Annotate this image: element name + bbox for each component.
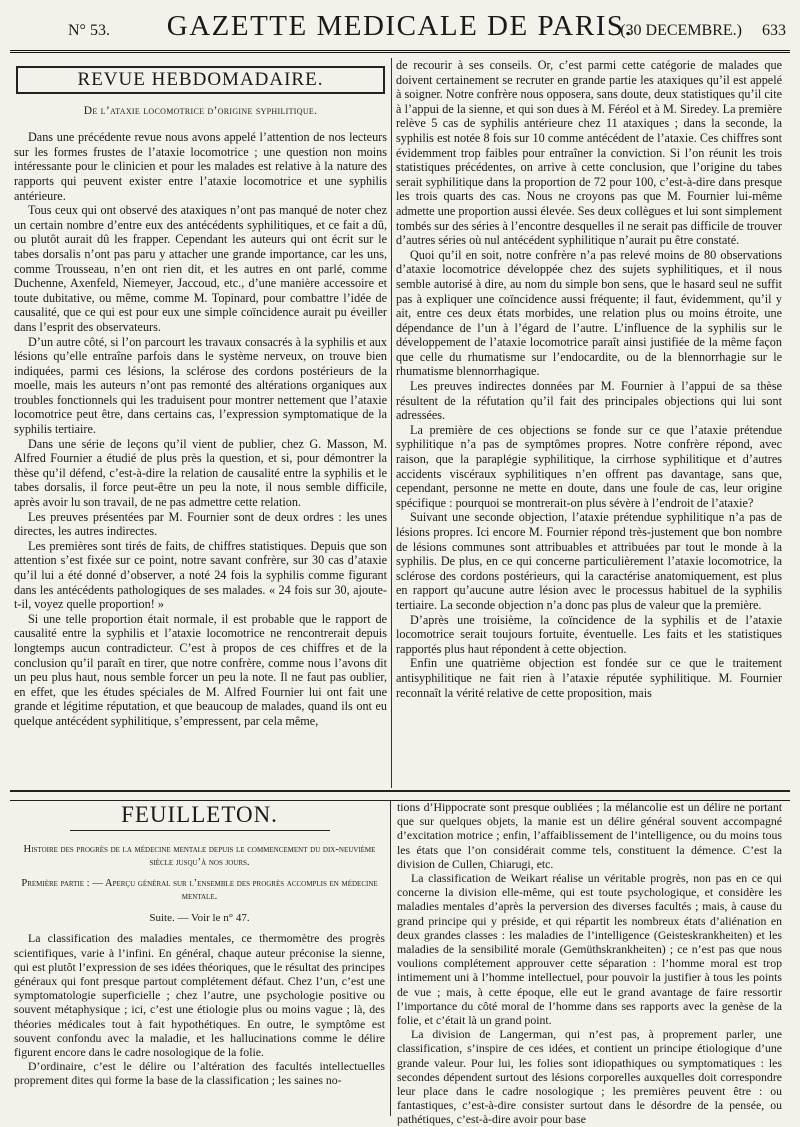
paragraph: D’un autre côté, si l’on parcourt les travaux consacrés à la syphilis et aux lésions qu’elle entraîne parfois dans le système nerveux, on trouve bien indiquées, parmi ces lésions, la sclérose des cordons postérieurs de la moelle, mais les auteurs n’ont pas remonté des altérations organiques aux troubles fonctionnels qui les traduisent pour montrer nettement que l’ataxie locomotrice peut être, dans certains cas, l’expression symptomatique de la syphilis tertiaire. xyxy=(14,334,387,437)
feuilleton-part: Première partie : — Aperçu général sur l’ensemble des progrès accomplis en médecine mentale. xyxy=(21,878,378,903)
feuilleton-right-column xyxy=(397,800,782,1127)
paragraph: Si une telle proportion était normale, il est probable que le rapport de causalité entre la syphilis et l’ataxie locomotrice ne rencontrerait depuis longtemps aucun contradicteur. C’est à propos de ces chiffres et de la conclusion qu’il paraît en tirer, que notre confrère, comme nous l’avons dit un peu plus haut, nous semble forcer un peu la note. Il ne faut pas oublier, en effet, que les études spéciales de M. Alfred Fournier lui ont fait une grande et légitime réputation, et que beaucoup de malades, quand ils ont eu quelque antécédent syphilitique, s’empressent, par cela même, xyxy=(14,611,387,728)
newspaper-title: GAZETTE MEDICALE DE PARIS. xyxy=(166,10,634,42)
masthead xyxy=(10,4,790,53)
paragraph: La classification des maladies mentales, ce thermomètre des progrès scientifiques, varie à l’infini. En général, chaque auteur préconise la sienne, qui est plutôt l’expression de ses idées théoriques, que le résultat des principes généraux qui font presque partout complétement défaut. Chez l’un, c’est une symptomatologie superficielle ; chez l’autre, une psychologie positive ou souvent métaphysique ; ici, c’est une étiologie plus ou moins vague ; là, des théories médicales tout à fait hypothétiques. En outre, le symptôme est souvent confondu avec la maladie, et les hallucinations comme le délire figurent encore dans le cadre nosologique de la folie. xyxy=(14,931,385,1060)
paragraph: tions d’Hippocrate sont presque oubliées ; la mélancolie est un délire ne portant que sur quelques objets, la manie est un délire général souvent accompagné d’excitation motrice ; enfin, l’affaiblissement de l’intelligence, ou du moins tous les états que l’on considérait comme tels, constituent la démence. C’est la division de Cullen, Chiarugi, etc. xyxy=(397,800,782,871)
paragraph: La première de ces objections se fonde sur ce que l’ataxie prétendue syphilitique n’a pas de symptômes propres. Notre confrère répond, avec raison, que la paraplégie syphilitique, la cirrhose syphilitique et d’autres accidents viscéraux syphilitiques n’en offrent pas davantage, sans que, cependant, personne ne mette en doute, dans une foule de cas, leur origine spécifique : pourquoi se montrerait-on plus sévère à l’endroit de l’ataxie? xyxy=(396,422,782,510)
feuilleton-suite: Suite. — Voir le n° 47. xyxy=(149,912,250,925)
revue-subtitle: De l’ataxie locomotrice d’origine syphilitique. xyxy=(83,104,318,117)
paragraph: Quoi qu’il en soit, notre confrère n’a pas relevé moins de 80 observations d’ataxie locomotrice développée chez des sujets syphilitiques, et il nous semble autorisé à dire, au nom du simple bon sens, que le hasard seul ne suffit pas à expliquer une coïncidence aussi fréquente; il faut, évidemment, qu’il y ait, entre ces deux états morbides, une relation plus ou moins étroite, une dépendance de l’un à l’égard de l’autre. L’influence de la syphilis sur le développement de l’ataxie locomotrice paraît ainsi justifiée de la même façon que celle du rhumatisme sur l’endocardite, ou de la blennorrhagie sur le rhumatisme blennorrhagique. xyxy=(396,247,782,379)
feuilleton-title: FEUILLETON. xyxy=(121,802,278,827)
paragraph: Les preuves présentées par M. Fournier sont de deux ordres : les unes directes, les autres indirectes. xyxy=(14,509,387,539)
page-number: 633 xyxy=(762,22,786,39)
column-divider-bottom xyxy=(390,800,391,1116)
paragraph: Les preuves indirectes données par M. Fournier à l’appui de sa thèse résultent de la réfutation qu’il fait des principales objections qui lui sont adressées. xyxy=(396,379,782,423)
column-divider-top xyxy=(391,58,392,788)
revue-heading: REVUE HEBDOMADAIRE. xyxy=(16,66,385,94)
feuilleton-subtitle: Histoire des progrès de la médecine mentale depuis le commencement du dix-neuvième siècle jusqu’à nos jours. xyxy=(23,844,376,869)
paragraph: Les premières sont tirés de faits, de chiffres statistiques. Depuis que son attention s’est fixée sur ce point, notre savant confrère, sur 30 cas d’ataxie qu’il lui a été donné d’observer, a noté 24 fois la syphilis comme figurant dans les antécédents pathologiques de ses malades. « 24 fois sur 30, ajoute-t-il, voyez quelle proportion! » xyxy=(14,538,387,612)
paragraph: La classification de Weikart réalise un véritable progrès, non pas en ce qui concerne la division elle-même, qui est toute psychologique, et considère les maladies mentales d’après la perversion des diverses facultés ; mais, à cause du grand principe qui y préside, et qui répartit les nombreux états d’aliénation en deux grandes classes : les maladies de l’intelligence (Geisteskrankheiten) et les maladies de la sensibilité morale (Gemüthskrankheiten) ; ce n’est pas que nous voulions complétement approuver cette séparation : l’homme moral est trop intimement uni à l’homme intellectuel, pour pouvoir la justifier à tous les points de vue ; mais, à cette époque, elle eut le grand avantage de faire ressortir l’importance du côté moral de l’homme dans ses rapports avec la genèse de la folie, et c’était là un grand point. xyxy=(397,871,782,1028)
paragraph: Enfin une quatrième objection est fondée sur ce que le traitement antisyphilitique ne fait rien à l’ataxie réputée syphilitique. M. Fournier reconnaît la vérité relative de cette proposition, mais xyxy=(396,656,782,700)
paragraph: La division de Langerman, qui n’est pas, à proprement parler, une classification, s’inspire de ces idées, et contient un principe étiologique d’une grande valeur. Pour lui, les folies sont idiopathiques ou symptomatiques : les secondes dépendent surtout des lésions corporelles auxquelles doit correspondre leur place dans le cadre nosologique ; les premières peuvent être : ou fantastiques, c’est-à-dire consister surtout dans le désordre de la pensée, ou pathétiques, c’est-à-dire avoir pour base xyxy=(397,1027,782,1127)
issue-number: N° 53. xyxy=(68,22,110,39)
paragraph: Tous ceux qui ont observé des ataxiques n’ont pas manqué de noter chez un certain nombre d’entre eux des antécédents syphilitiques, et ce fait a dû, ou plutôt aurait dû les frapper. Cependant les auteurs qui ont écrit sur le tabes dorsalis n’ont pas paru y attacher une grande importance, car les uns, comme Trousseau, n’en ont rien dit, et les autres en ont parlé, comme Duchenne, Axenfeld, Niemeyer, Jaccoud, etc., d’une manière accessoire et toute dubitative, ou même, comme M. Topinard, pour combattre l’idée de causalité, que ce qui est pour eux une simple coïncidence aurait pu éveiller dans l’esprit des observateurs. xyxy=(14,203,387,334)
title-rule xyxy=(70,830,330,831)
paragraph: D’après une troisième, la coïncidence de la syphilis et de l’ataxie locomotrice serait toujours fortuite, éventuelle. Les faits et les statistiques rapportés plus haut répondent à cette objection. xyxy=(396,612,782,656)
revue-right-column xyxy=(396,58,782,790)
paragraph: Dans une précédente revue nous avons appelé l’attention de nos lecteurs sur les formes frustes de l’ataxie locomotrice ; une question non moins intéressante pour le clinicien et pour les malades est relative à la nature des rapports qui peuvent exister entre l’ataxie locomotrice et une syphilis antérieure. xyxy=(14,130,387,203)
revue-left-column xyxy=(14,58,387,790)
paragraph: Dans une série de leçons qu’il vient de publier, chez G. Masson, M. Alfred Fournier a étudié de plus près la question, et si, pour démontrer la thèse qu’il défend, c’est-à-dire la relation de causalité entre la syphilis et le tabes dorsalis, il force peut-être un peu la note, il nous semble difficile, après avoir lu son travail, de ne pas admettre cette relation. xyxy=(14,436,387,510)
paragraph: de recourir à ses conseils. Or, c’est parmi cette catégorie de malades que doivent certainement se recruter en grande partie les ataxiques qu’il est appelé à soigner. Notre confrère nous opposera, sans doute, deux statistiques qu’il cite à l’appui de la sienne, et qui son dues à M. Féréol et à M. Siredey. La première relève 5 cas de syphilis antérieure chez 11 ataxiques ; dans la seconde, la syphilis est notée 8 fois sur 10 comme antécédent de l’ataxie. Ces chiffres sont évidemment trop faibles pour entraîner la conviction. Si l’on réunit les trois statistiques précédentes, on arrive à cette conclusion, que l’origine du tabes serait syphilitique dans la proportion de 72 pour 100, c’est-à-dire dans presque les trois quarts des cas. Nous ne croyons pas que M. Fournier lui-même admette une proportion aussi élevée. Ses deux collègues et lui sont simplement tombés sur des séries à l’encontre desquelles il ne serait pas difficile de trouver d’autres séries où nul antécédent syphilitique n’aurait pu être constaté. xyxy=(396,58,782,248)
paragraph: Suivant une seconde objection, l’ataxie prétendue syphilitique n’a pas de lésions propres. Ici encore M. Fournier répond très-justement que bon nombre de lésions communes sont attribuables et attribuées par tout le monde à la syphilis. De plus, en ce qui concerne particulièrement l’ataxie locomotrice, la sclérose des cordons postérieurs, qui la caractérise anatomiquement, est plus en rapport qu’aucune autre lésion avec le processus habituel de la syphilis tertiaire. La seconde objection n’a donc pas plus de valeur que la première. xyxy=(396,510,782,612)
issue-date: (30 DECEMBRE.) xyxy=(620,22,742,39)
feuilleton-left-column xyxy=(14,802,385,1116)
paragraph: D’ordinaire, c’est le délire ou l’altération des facultés intellectuelles proprement dites qui forme la base de la classification ; les saines no- xyxy=(14,1059,385,1088)
